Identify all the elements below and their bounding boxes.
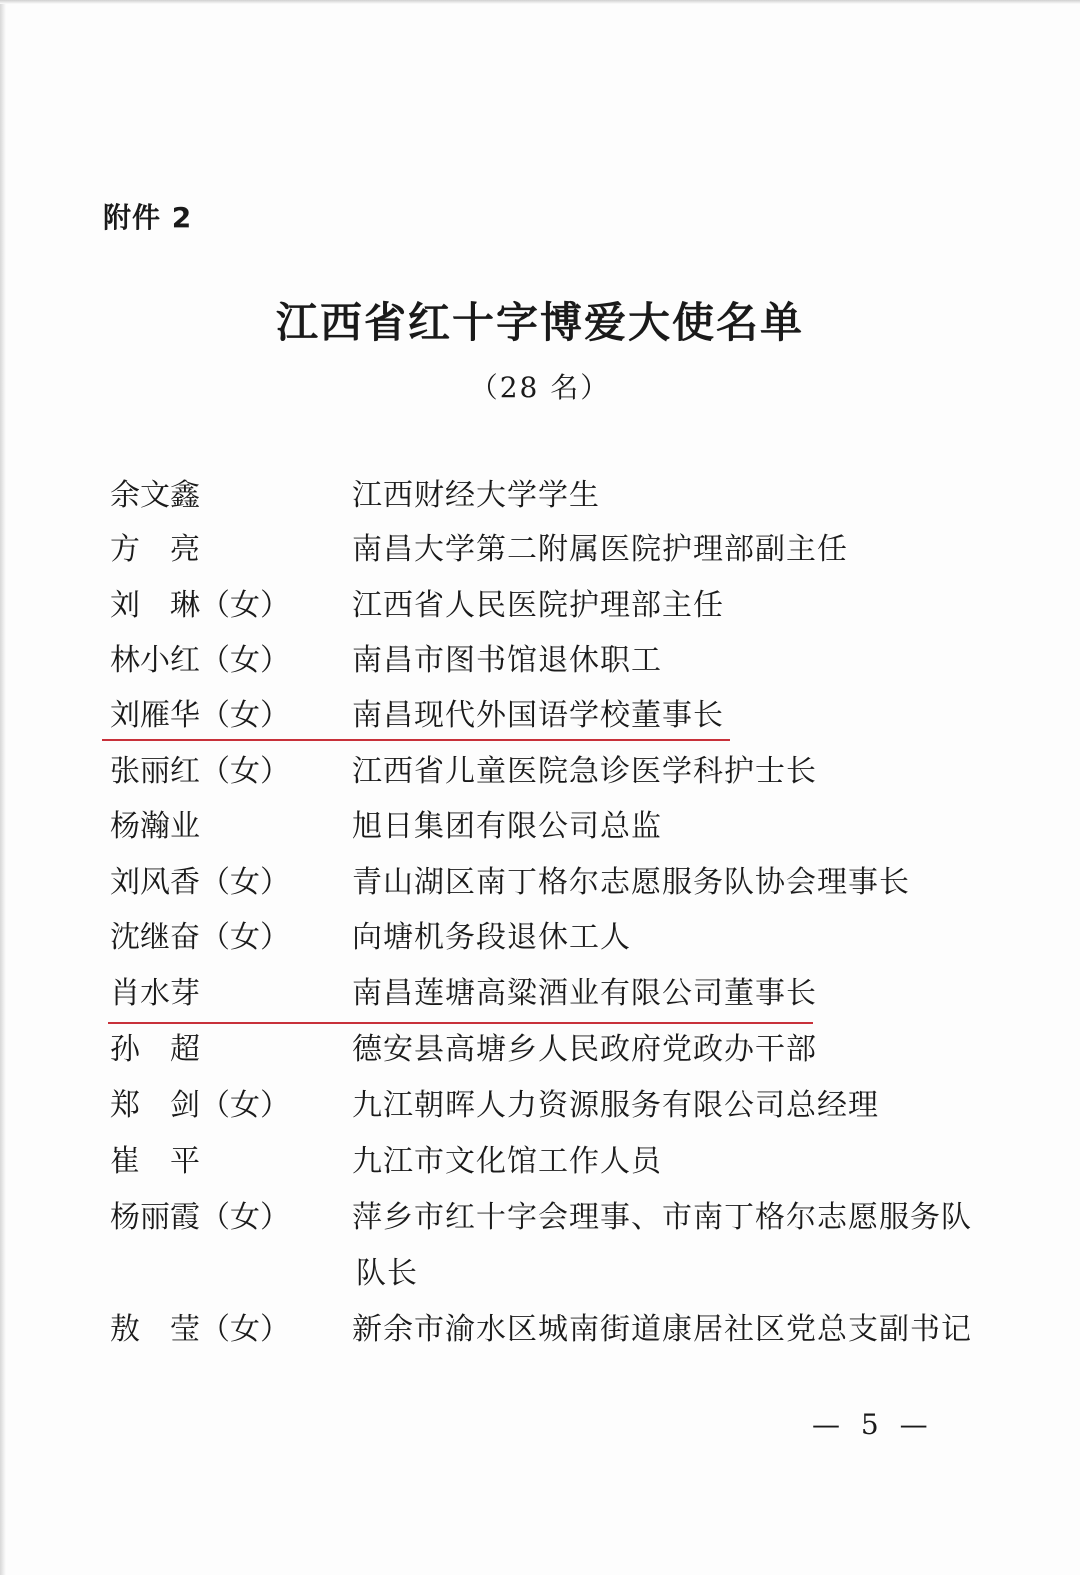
person-organization: 江西省人民医院护理部主任 (352, 588, 724, 623)
person-organization: 南昌现代外国语学校董事长 (352, 698, 724, 733)
list-item (0, 1082, 1080, 1130)
person-organization: 德安县高塘乡人民政府党政办干部 (352, 1032, 817, 1067)
person-organization: 南昌大学第二附属医院护理部副主任 (352, 532, 848, 567)
person-name: 刘风香（女） (110, 865, 290, 900)
person-organization: 九江市文化馆工作人员 (352, 1144, 662, 1179)
list-item (0, 637, 1080, 685)
list-item (0, 1026, 1080, 1074)
person-organization: 南昌莲塘高粱酒业有限公司董事长 (352, 976, 817, 1011)
list-item (0, 692, 1080, 740)
red-underline (102, 739, 730, 741)
person-name: 郑 剑（女） (110, 1088, 290, 1123)
person-organization: 旭日集团有限公司总监 (352, 809, 662, 844)
page-number: — 5 — (812, 1408, 934, 1441)
person-name: 杨瀚业 (110, 809, 200, 844)
document-subtitle: （28 名） (469, 371, 611, 404)
list-item (0, 1194, 1080, 1242)
person-name: 刘雁华（女） (110, 698, 290, 733)
list-item (0, 748, 1080, 796)
list-item (0, 1138, 1080, 1186)
list-item (0, 859, 1080, 907)
person-name: 肖水芽 (110, 976, 200, 1011)
list-item (0, 1306, 1080, 1354)
person-organization: 江西省儿童医院急诊医学科护士长 (352, 754, 817, 789)
organization-continuation: 队长 (356, 1256, 418, 1291)
person-name: 方 亮 (110, 532, 200, 567)
document-title: 江西省红十字博爱大使名单 (275, 298, 804, 347)
person-organization: 青山湖区南丁格尔志愿服务队协会理事长 (352, 865, 910, 900)
red-underline (108, 1022, 813, 1024)
list-item (0, 970, 1080, 1018)
list-item (0, 472, 1080, 520)
list-item (0, 526, 1080, 574)
person-organization: 向塘机务段退休工人 (352, 920, 631, 955)
person-organization: 九江朝晖人力资源服务有限公司总经理 (352, 1088, 879, 1123)
person-organization: 南昌市图书馆退休职工 (352, 643, 662, 678)
person-name: 余文鑫 (110, 478, 200, 513)
attachment-label: 附件 2 (103, 201, 193, 234)
person-name: 张丽红（女） (110, 754, 290, 789)
person-name: 敖 莹（女） (110, 1312, 290, 1347)
list-item (0, 803, 1080, 851)
list-item (0, 582, 1080, 630)
person-name: 沈继奋（女） (110, 920, 290, 955)
list-item (0, 914, 1080, 962)
person-name: 刘 琳（女） (110, 588, 290, 623)
person-name: 林小红（女） (110, 643, 290, 678)
person-organization: 新余市渝水区城南街道康居社区党总支副书记 (352, 1312, 972, 1347)
person-name: 崔 平 (110, 1144, 200, 1179)
person-name: 孙 超 (110, 1032, 200, 1067)
person-organization: 江西财经大学学生 (352, 478, 600, 513)
person-name: 杨丽霞（女） (110, 1200, 290, 1235)
person-organization: 萍乡市红十字会理事、市南丁格尔志愿服务队 (352, 1200, 972, 1235)
